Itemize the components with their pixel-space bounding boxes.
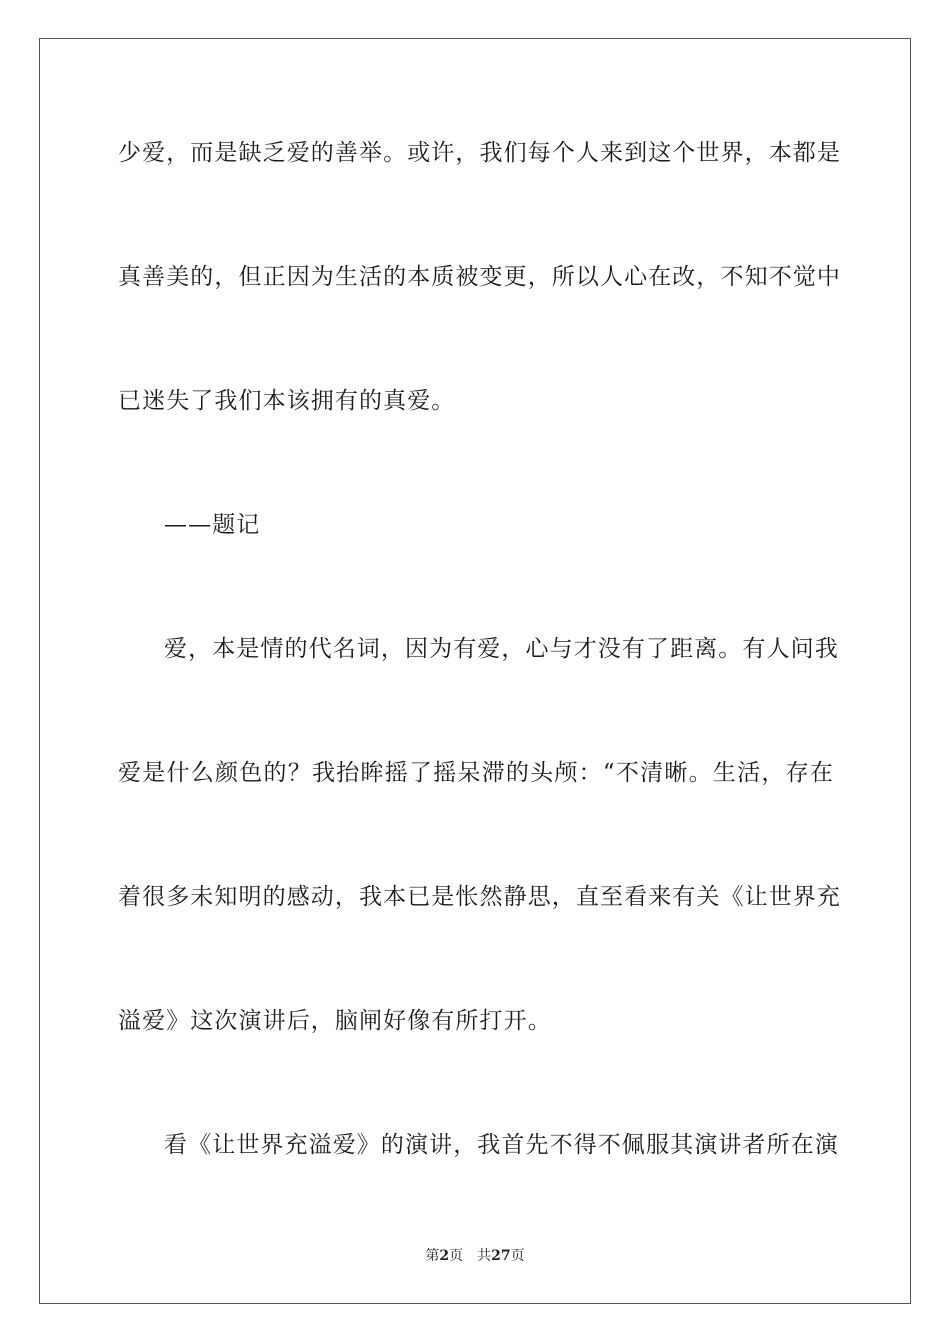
text-line-5: 爱，本是情的代名词，因为有爱，心与才没有了距离。有人问我 bbox=[164, 636, 839, 662]
text-line-1: 少爱，而是缺乏爱的善举。或许，我们每个人来到这个世界，本都是 bbox=[118, 140, 841, 166]
page-border bbox=[39, 38, 911, 1304]
total-prefix: 共 bbox=[477, 1248, 492, 1264]
text-line-6: 爱是什么颜色的？我抬眸摇了摇呆滞的头颅：“不清晰。生活，存在 bbox=[118, 760, 834, 786]
text-line-2: 真善美的，但正因为生活的本质被变更，所以人心在改，不知不觉中 bbox=[118, 264, 841, 290]
page-prefix: 第 bbox=[425, 1248, 440, 1264]
text-line-3: 已迷失了我们本该拥有的真爱。 bbox=[118, 388, 456, 414]
page-footer bbox=[0, 1247, 950, 1265]
epigraph-attribution: ——题记 bbox=[164, 512, 261, 538]
total-suffix: 页 bbox=[510, 1248, 525, 1264]
total-pages: 27 bbox=[491, 1248, 511, 1264]
page-number: 2 bbox=[439, 1248, 450, 1264]
text-line-9: 看《让世界充溢爱》的演讲，我首先不得不佩服其演讲者所在演 bbox=[164, 1132, 839, 1158]
text-line-8: 溢爱》这次演讲后，脑闸好像有所打开。 bbox=[118, 1008, 552, 1034]
text-line-7: 着很多未知明的感动，我本已是怅然静思，直至看来有关《让世界充 bbox=[118, 884, 841, 910]
page-suffix: 页 bbox=[449, 1248, 464, 1264]
